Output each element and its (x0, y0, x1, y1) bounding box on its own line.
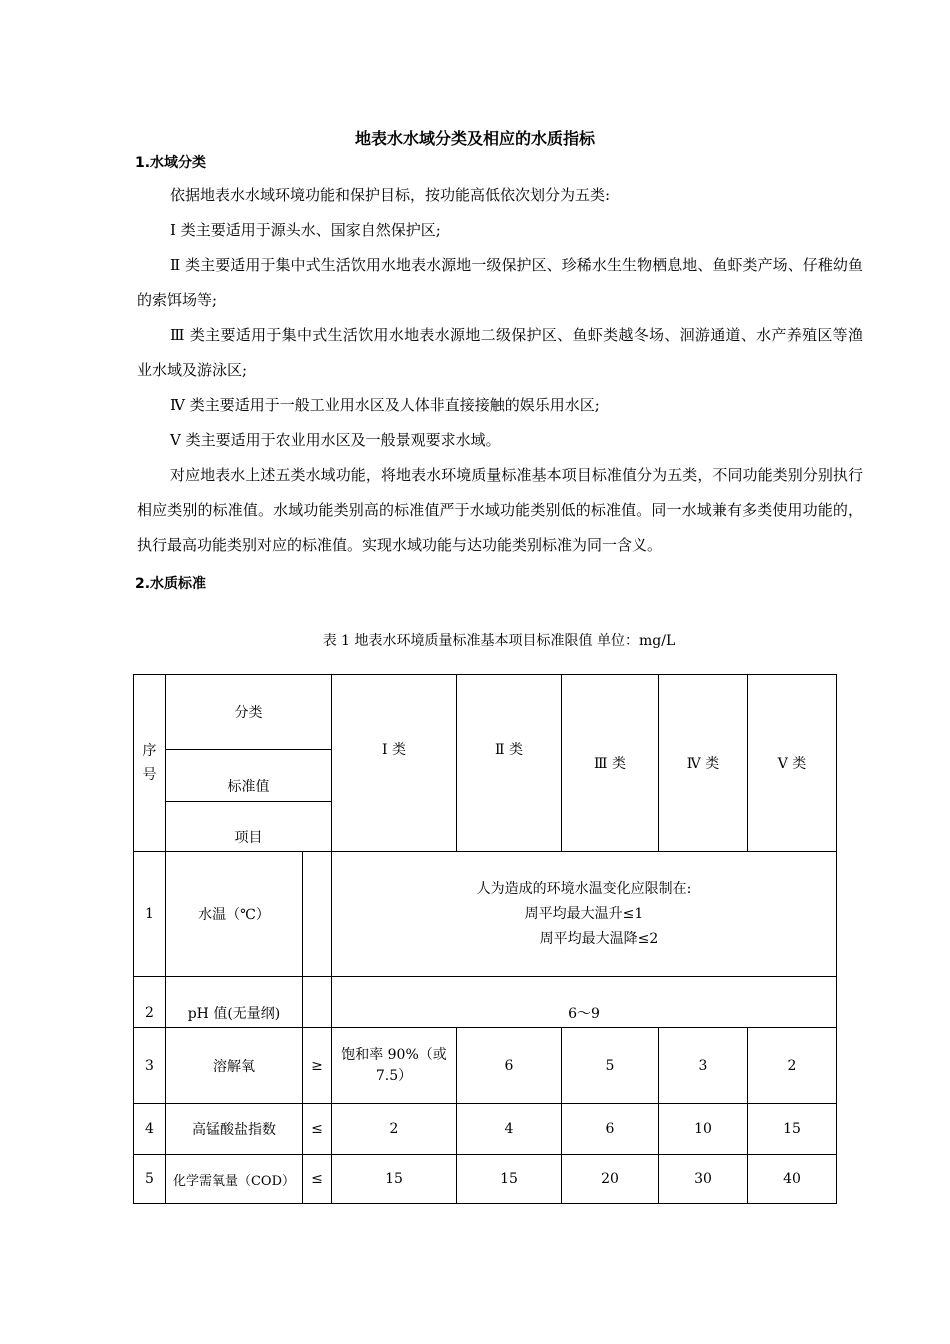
header-seq-label: 序号 (142, 743, 157, 783)
row5-class-4: 30 (659, 1155, 748, 1204)
row1-line1: 人为造成的环境水温变化应限制在: (476, 880, 692, 897)
section-heading-2: 2.水质标准 (135, 576, 207, 592)
document-title: 地表水水域分类及相应的水质指标 (354, 129, 595, 148)
row3-class-5: 2 (748, 1028, 837, 1104)
row4-class-3: 6 (562, 1104, 659, 1155)
row2-value (332, 977, 837, 1028)
row3-op: ≥ (303, 1028, 332, 1104)
row2-op (303, 977, 332, 1028)
row2-value-label: 6～9 (568, 1006, 600, 1022)
row5-op: ≤ (303, 1155, 332, 1204)
header-category: 分类 (166, 675, 332, 750)
row5-seq: 5 (134, 1155, 166, 1204)
table-row (134, 977, 837, 1028)
header-class-4: Ⅳ 类 (659, 675, 748, 852)
row2-name-label: pH 值(无量纲) (187, 1006, 281, 1022)
header-standard (166, 750, 332, 802)
paragraph-class-4: Ⅳ 类主要适用于一般工业用水区及人体非直接接触的娱乐用水区; (170, 396, 600, 414)
paragraph-class-5: Ⅴ 类主要适用于农业用水区及一般景观要求水域。 (170, 431, 501, 449)
table-row (134, 1104, 837, 1155)
row5-class-5: 40 (748, 1155, 837, 1204)
row3-class-3: 5 (562, 1028, 659, 1104)
row5-class-2: 15 (457, 1155, 562, 1204)
header-class-2 (457, 675, 562, 852)
table-row (134, 852, 837, 977)
paragraph-class-3: Ⅲ 类主要适用于集中式生活饮用水地表水源地二级保护区、鱼虾类越冬场、洄游通道、水产养殖区等渔业水域及游泳区; (137, 326, 863, 379)
row2-name (166, 977, 303, 1028)
row2-seq (134, 977, 166, 1028)
paragraph-intro: 依据地表水水域环境功能和保护目标，按功能高低依次划分为五类: (170, 186, 611, 204)
header-class-5: Ⅴ 类 (748, 675, 837, 852)
paragraph-class-2: Ⅱ 类主要适用于集中式生活饮用水地表水源地一级保护区、珍稀水生生物栖息地、鱼虾类产场、仔稚幼鱼的索饵场等; (137, 256, 863, 309)
row4-op: ≤ (303, 1104, 332, 1155)
row4-seq: 4 (134, 1104, 166, 1155)
paragraph-standards: 对应地表水上述五类水域功能，将地表水环境质量标准基本项目标准值分为五类，不同功能类别分别执行相应类别的标准值。水域功能类别高的标准值严于水域功能类别低的标准值。同一水域兼有多类使用功能的，执行最高功能类别对应的标准值。实现水域功能与达功能类别标准为同一含义。 (137, 466, 863, 554)
row3-class-1: 饱和率 90%（或 7.5） (332, 1028, 457, 1104)
paragraph-class-1: Ⅰ 类主要适用于源头水、国家自然保护区; (170, 221, 441, 239)
header-class-1-label: Ⅰ 类 (382, 742, 406, 758)
row2-seq-label: 2 (145, 1005, 154, 1021)
header-seq (134, 675, 166, 852)
row4-name: 高锰酸盐指数 (166, 1104, 303, 1155)
row1-value (332, 852, 837, 977)
row5-class-1: 15 (332, 1155, 457, 1204)
row3-class-4: 3 (659, 1028, 748, 1104)
row5-name: 化学需氧量（COD） (166, 1155, 303, 1204)
row3-seq: 3 (134, 1028, 166, 1104)
row4-class-5: 15 (748, 1104, 837, 1155)
section-heading-1: 1.水域分类 (135, 155, 207, 171)
water-quality-table (133, 674, 837, 1204)
row1-op (303, 852, 332, 977)
row1-name: 水温（℃） (166, 852, 303, 977)
table-row (134, 1028, 837, 1104)
header-class-3: Ⅲ 类 (562, 675, 659, 852)
header-item (166, 802, 332, 852)
row5-class-3: 20 (562, 1155, 659, 1204)
row4-class-4: 10 (659, 1104, 748, 1155)
row1-line2: 周平均最大温升≤1 (524, 905, 644, 922)
header-item-label: 项目 (234, 829, 263, 846)
row3-class-2: 6 (457, 1028, 562, 1104)
table-row (134, 1155, 837, 1204)
header-class-2-label: Ⅱ 类 (495, 742, 523, 758)
header-standard-label: 标准值 (227, 778, 270, 795)
table-caption: 表 1 地表水环境质量标准基本项目标准限值 单位：mg/L (322, 633, 676, 649)
row4-class-1: 2 (332, 1104, 457, 1155)
row4-class-2: 4 (457, 1104, 562, 1155)
row3-name: 溶解氧 (166, 1028, 303, 1104)
row1-seq: 1 (134, 852, 166, 977)
header-class-1 (332, 675, 457, 852)
row1-line3: 周平均最大温降≤2 (539, 930, 659, 947)
